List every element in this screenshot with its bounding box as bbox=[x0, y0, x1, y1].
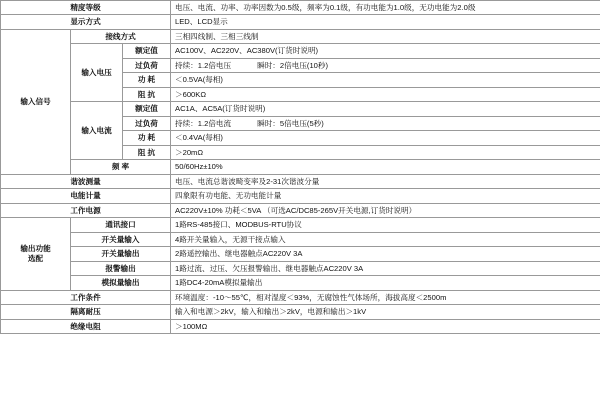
row-value-alarm-output: 1路过流、过压、欠压报警输出、继电器触点AC220V 3A bbox=[171, 261, 600, 275]
row-label-current-rated: 额定值 bbox=[123, 102, 171, 116]
row-label-withstand-voltage: 隔离耐压 bbox=[1, 305, 171, 319]
table-row bbox=[1, 29, 600, 43]
row-value-current-rated: AC1A、AC5A(订货时说明) bbox=[171, 102, 600, 116]
row-value-insulation: ＞100MΩ bbox=[171, 319, 600, 333]
row-value-do: 2路遥控输出、继电器触点AC220V 3A bbox=[171, 247, 600, 261]
row-value-voltage-consumption: ＜0.5VA(每相) bbox=[171, 73, 600, 87]
row-value-display: LED、LCD显示 bbox=[171, 15, 600, 29]
table-row bbox=[1, 44, 600, 58]
table-row bbox=[1, 305, 600, 319]
row-value-analog-output: 1路DC4-20mA模拟量输出 bbox=[171, 276, 600, 290]
row-value-voltage-overload bbox=[171, 58, 600, 72]
row-label-output-options bbox=[1, 218, 71, 290]
row-label-accuracy: 精度等级 bbox=[1, 1, 171, 15]
row-value-current-impedance: ＞20mΩ bbox=[171, 145, 600, 159]
row-value-power-supply: AC220V±10% 功耗＜5VA （可选AC/DC85-265V开关电源,订货时说明） bbox=[171, 203, 600, 217]
row-value-work-condition: 环境温度：-10～55℃，相对湿度＜93%，无腐蚀性气体场所，海拔高度＜2500m bbox=[171, 290, 600, 304]
row-value-frequency: 50/60Hz±10% bbox=[171, 160, 600, 174]
table-row bbox=[1, 203, 600, 217]
row-value-current-overload bbox=[171, 116, 600, 130]
row-value-withstand-voltage: 输入和电源＞2kV，输入和输出＞2kV，电源和输出＞1kV bbox=[171, 305, 600, 319]
row-value-voltage-rated: AC100V、AC220V、AC380V(订货时说明) bbox=[171, 44, 600, 58]
row-label-voltage-impedance: 阻 抗 bbox=[123, 87, 171, 101]
table-row bbox=[1, 15, 600, 29]
row-label-wiring: 接线方式 bbox=[71, 29, 171, 43]
row-label-insulation: 绝缘电阻 bbox=[1, 319, 171, 333]
table-row bbox=[1, 160, 600, 174]
output-options-label-line2: 选配 bbox=[27, 253, 44, 263]
row-value-comm-interface: 1路RS-485接口、MODBUS-RTU协议 bbox=[171, 218, 600, 232]
row-label-display: 显示方式 bbox=[1, 15, 171, 29]
row-label-di: 开关量输入 bbox=[71, 232, 171, 246]
voltage-overload-instant: 瞬时：2倍电压(10秒) bbox=[257, 60, 329, 70]
table-row bbox=[1, 276, 600, 290]
row-label-voltage-overload: 过负荷 bbox=[123, 58, 171, 72]
row-label-input-current: 输入电流 bbox=[71, 102, 123, 160]
row-label-voltage-rated: 额定值 bbox=[123, 44, 171, 58]
table-row bbox=[1, 174, 600, 188]
table-row bbox=[1, 218, 600, 232]
row-label-analog-output: 模拟量输出 bbox=[71, 276, 171, 290]
table-row bbox=[1, 290, 600, 304]
output-options-label-line1: 输出功能 bbox=[20, 244, 51, 254]
table-row bbox=[1, 1, 600, 15]
row-label-comm-interface: 通讯接口 bbox=[71, 218, 171, 232]
row-label-frequency: 频 率 bbox=[71, 160, 171, 174]
table-row bbox=[1, 189, 600, 203]
voltage-overload-continuous: 持续：1.2倍电压 bbox=[175, 60, 232, 70]
row-label-input-signal: 输入信号 bbox=[1, 29, 71, 174]
row-label-harmonic: 谐波测量 bbox=[1, 174, 171, 188]
table-row bbox=[1, 247, 600, 261]
row-label-current-impedance: 阻 抗 bbox=[123, 145, 171, 159]
row-value-di: 4路开关量输入，无源干接点输入 bbox=[171, 232, 600, 246]
row-value-accuracy: 电压、电流、功率、功率因数为0.5级，频率为0.1级，有功电能为1.0级，无功电能为2.0级 bbox=[171, 1, 600, 15]
row-label-energy: 电能计量 bbox=[1, 189, 171, 203]
current-overload-instant: 瞬时：5倍电压(5秒) bbox=[257, 118, 324, 128]
row-value-harmonic: 电压、电流总谐波畸变率及2-31次谐波分量 bbox=[171, 174, 600, 188]
row-label-power-supply: 工作电源 bbox=[1, 203, 171, 217]
table-row bbox=[1, 261, 600, 275]
table-row bbox=[1, 319, 600, 333]
table-row bbox=[1, 102, 600, 116]
row-label-current-overload: 过负荷 bbox=[123, 116, 171, 130]
row-label-voltage-consumption: 功 耗 bbox=[123, 73, 171, 87]
row-label-input-voltage: 输入电压 bbox=[71, 44, 123, 102]
row-label-work-condition: 工作条件 bbox=[1, 290, 171, 304]
row-value-current-consumption: ＜0.4VA(每相) bbox=[171, 131, 600, 145]
row-value-voltage-impedance: ＞600KΩ bbox=[171, 87, 600, 101]
current-overload-continuous: 持续：1.2倍电流 bbox=[175, 118, 232, 128]
row-value-energy: 四象限有功电能、无功电能计量 bbox=[171, 189, 600, 203]
row-label-alarm-output: 报警输出 bbox=[71, 261, 171, 275]
table-row bbox=[1, 232, 600, 246]
row-value-wiring: 三相四线制、三相三线制 bbox=[171, 29, 600, 43]
row-label-do: 开关量输出 bbox=[71, 247, 171, 261]
row-label-current-consumption: 功 耗 bbox=[123, 131, 171, 145]
